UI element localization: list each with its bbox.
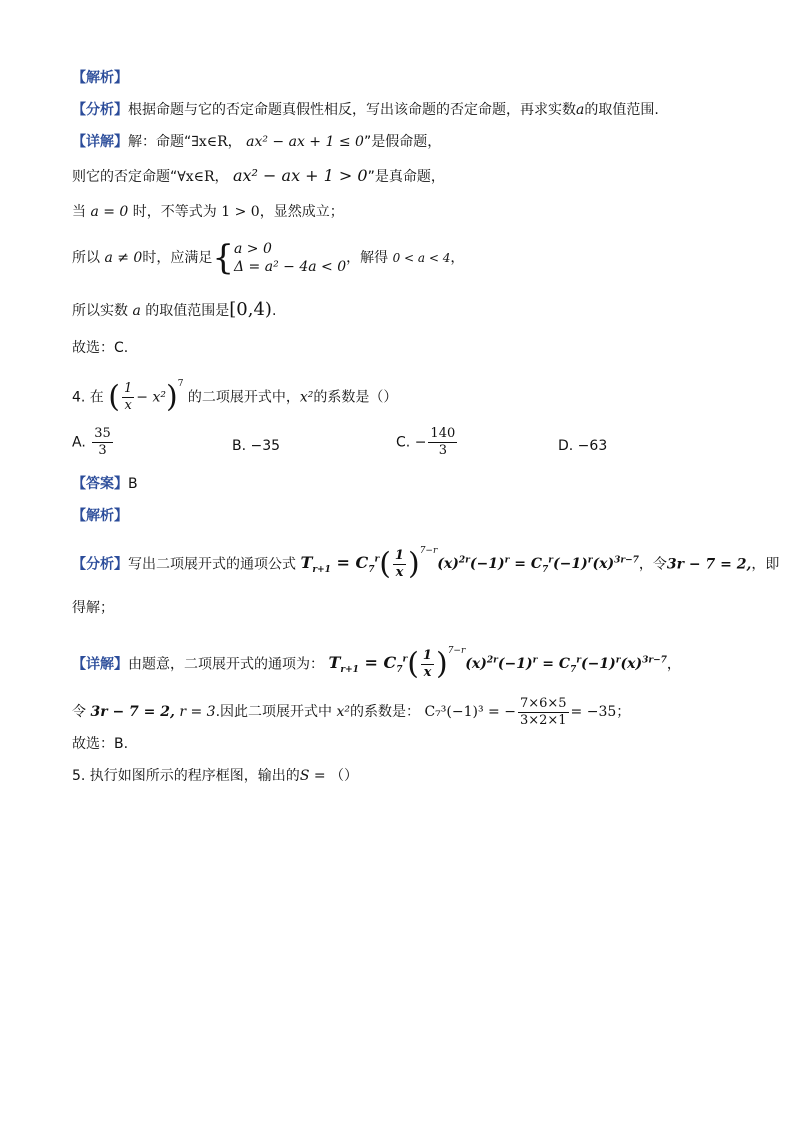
option-a — [72, 426, 115, 459]
q4-xiangjie-text: 由题意，二项展开式的通项为： — [128, 656, 324, 673]
line4-ineq: 1 > 0 — [221, 204, 260, 220]
final-a: 令 — [72, 704, 86, 720]
q4-fenxi-formula: $T_{r+1} = C_7^r$ — [300, 553, 380, 576]
line3-a: 则它的否定命题“ — [72, 169, 178, 185]
option-a-frac: $\frac{35}{3}$ — [94, 426, 111, 458]
q5-stem-b: = （） — [309, 768, 359, 784]
line5-sol: 0 < a < 4 — [392, 251, 451, 265]
line6-var: a — [132, 303, 141, 319]
q4-fenxi-label: 【分析】 — [72, 556, 128, 573]
fenxi-var: a — [576, 102, 585, 118]
system — [234, 240, 346, 276]
q4-stem-var: x² — [299, 389, 314, 406]
option-b: B. −35 — [232, 438, 281, 454]
option-c-frac: $\frac{140}{3}$ — [430, 426, 456, 458]
q4-paren-close: ) — [165, 379, 178, 415]
option-c — [396, 426, 459, 459]
xiangjie-text1: 解：命题“ — [128, 134, 192, 150]
answer-label: 【答案】 — [72, 476, 128, 492]
line5-b: 时，应满足 — [142, 250, 213, 266]
option-d: D. −63 — [558, 438, 608, 454]
xiangjie-label: 【详解】 — [72, 134, 128, 150]
final-eq: 3r − 7 = 2, — [90, 704, 175, 720]
q5-stem-var: S — [299, 768, 310, 784]
system-line1: a > 0 — [233, 241, 272, 257]
q4-frac: $\frac{1}{x}$ — [123, 381, 133, 414]
line5-cond: a ≠ 0 — [104, 250, 143, 266]
q4-answer: 故选：B. — [72, 736, 129, 752]
coef-frac: $\frac{7\times 6\times 5}{3\times 2\times 1}$ — [519, 695, 567, 728]
q3-line5 — [72, 238, 754, 278]
line6-a: 所以实数 — [72, 303, 128, 319]
fenxi-tail: 的取值范围. — [584, 102, 659, 118]
option-c-label: C. — [396, 434, 411, 451]
q4-fenxi-text: 写出二项展开式的通项公式 — [128, 556, 296, 573]
q4-xiangjie-label: 【详解】 — [72, 656, 128, 673]
final-c: 的系数是： — [350, 704, 420, 720]
analysis-header: 【解析】 — [72, 70, 128, 86]
line5-d: ， — [450, 250, 465, 266]
final-var: x² — [336, 704, 350, 720]
q4-fenxi-tail2: ，即 — [751, 556, 780, 573]
final-b: .因此二项展开式中 — [215, 704, 333, 720]
coef-tail: ； — [616, 704, 631, 720]
q4-term: − x² — [136, 389, 166, 406]
q4-fenxi-eq: 3r − 7 = 2, — [666, 556, 752, 573]
fenxi-label: 【分析】 — [72, 102, 128, 118]
line4-b: 时，不等式为 — [132, 204, 217, 220]
line5-a: 所以 — [72, 250, 100, 266]
system-line2: Δ = a² − 4a < 0 — [233, 259, 347, 275]
line4-a: 当 — [72, 204, 86, 220]
line6-range: [0,4) — [229, 299, 272, 320]
final-r: r = 3 — [179, 704, 216, 720]
line6-c: . — [271, 303, 277, 319]
q5-stem — [72, 766, 754, 786]
q4-stem-c: 的系数是（） — [313, 389, 398, 406]
prop1b: ax² − ax + 1 ≤ 0 — [246, 134, 364, 150]
q4-stem-b: 的二项展开式中， — [187, 389, 300, 406]
prop2: ∀x∈R， — [177, 169, 229, 185]
line5-c: ，解得 — [346, 250, 389, 266]
option-a-label: A. — [72, 434, 86, 451]
line6-b: 的取值范围是 — [145, 303, 230, 319]
coef-result: = −35 — [570, 704, 617, 720]
q3-line3 — [72, 166, 754, 187]
line4-c: ，显然成立； — [259, 204, 344, 220]
q4-stem — [72, 376, 754, 416]
line4-cond: a = 0 — [90, 204, 129, 220]
q5-stem-a: 5. 执行如图所示的程序框图，输出的 — [72, 768, 300, 784]
system-brace: { — [212, 238, 234, 278]
q3-line4 — [72, 202, 754, 222]
q4-paren-open: ( — [108, 379, 120, 415]
coef-expr: C₇³(−1)³ = − — [424, 704, 516, 720]
q3-line6 — [72, 300, 754, 321]
line3-b: ”是真命题， — [367, 169, 445, 185]
q4-fenxi-line2: 得解； — [72, 600, 114, 616]
option-c-sign: − — [414, 434, 427, 451]
q3-fenxi-line — [72, 100, 754, 120]
q4-xiangjie-line: 【详解】由题意，二项展开式的通项为： $T_{r+1} = C_7^r$( $\frac{1}{x}$ )$^{7-r}(x)^{2r}(-1)^r = C_7^r(-1)^r(x)^{3r-7}$， — [72, 645, 681, 682]
q3-answer: 故选：C. — [72, 340, 129, 356]
prop2b: ax² − ax + 1 > 0 — [232, 166, 368, 185]
q4-fenxi-line: 【分析】写出二项展开式的通项公式 $T_{r+1} = C_7^r$( $\frac{1}{x}$ )$^{7-r}(x)^{2r}(-1)^r = C_7^r(-1)^r(x)^{3r-7}$，令3r − 7 = 2,，即 — [72, 545, 780, 582]
q4-stem-a: 4. 在 — [72, 389, 104, 406]
fenxi-text: 根据命题与它的否定命题真假性相反，写出该命题的否定命题，再求实数 — [128, 102, 576, 118]
xiangjie-text2: ”是假命题， — [363, 134, 442, 150]
q4-fenxi-tail: ，令 — [638, 556, 667, 573]
q4-final-line — [72, 694, 754, 730]
q3-xiangjie-line — [72, 132, 754, 152]
q4-answer-line — [72, 474, 754, 494]
answer-value: B — [128, 476, 138, 492]
prop1: ∃x∈R， — [191, 134, 242, 150]
q4-analysis-header: 【解析】 — [72, 508, 128, 524]
q4-power: 7 — [177, 379, 184, 389]
